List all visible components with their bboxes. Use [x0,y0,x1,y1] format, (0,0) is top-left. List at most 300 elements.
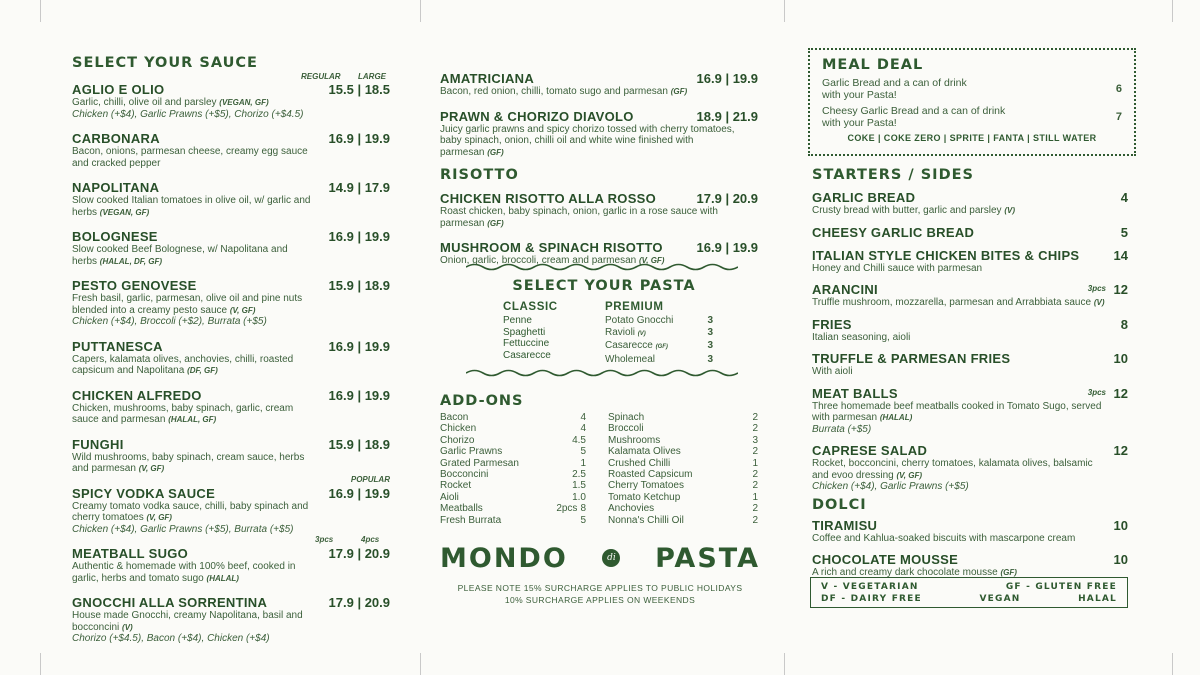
item-name: PUTTANESCA [72,338,163,354]
sauce-section-title: SELECT YOUR SAUCE [72,55,258,71]
dietary-tags: (GF) [1000,568,1017,577]
item-price: 16.9 | 19.9 [328,387,390,403]
menu-item [812,386,1128,436]
dietary-tags: (V, GF) [229,305,256,315]
premium-pasta-price: 3 [707,326,713,338]
classic-pasta-item: Penne [503,315,532,326]
sauce-column [72,55,390,656]
pcs4-label: 4pcs [361,535,380,544]
crop-mark [1172,0,1173,22]
pasta-dish-list [440,71,758,158]
item-price: 16.9 | 19.9 [696,71,758,86]
item-name: MEAT BALLS [812,385,898,401]
dietary-tags: (GF) [487,147,504,157]
meal-deal-title: MEAL DEAL [822,57,924,73]
item-name: TIRAMISU [812,517,878,533]
meal-deal-item [822,77,1122,101]
menu-item [812,552,1128,579]
legend-dairy-free: DF - DAIRY FREE [821,594,922,604]
classic-pasta-item: Spaghetti [503,326,546,338]
item-price: 12 [1113,385,1128,401]
classic-list [503,315,605,361]
addon-price: 2.5 [572,469,586,481]
premium-pasta-name-wrap [605,327,646,341]
item-name: MUSHROOM & SPINACH RISOTTO [440,240,663,255]
item-name: GNOCCHI ALLA SORRENTINA [72,595,268,610]
addon-price: 8 [580,503,586,515]
menu-item [72,437,390,475]
addon-price-wrap [556,503,586,514]
item-price: 5 [1120,224,1128,240]
item-name: ITALIAN STYLE CHICKEN BITES & CHIPS [812,247,1080,263]
addons-section-title: ADD-ONS [440,393,524,409]
premium-pasta-name: Ravioli [605,326,636,338]
menu-item [72,535,390,584]
addons-left-list [440,412,586,526]
addon-price-wrap [580,423,586,434]
addon-price-wrap [580,446,586,457]
dietary-tags: (V, GF) [146,513,172,522]
crop-mark [1172,653,1173,675]
menu-item [72,229,390,267]
item-description [72,561,312,584]
item-name: CHICKEN ALFREDO [72,387,202,403]
addon-price: 2 [752,423,758,435]
item-description [812,297,1112,309]
premium-pasta-price: 3 [707,315,713,326]
item-price: 17.9 | 20.9 [328,546,390,561]
menu-item [72,82,390,120]
dietary-legend [810,577,1128,608]
item-name: TRUFFLE & PARMESAN FRIES [812,351,1011,366]
menu-item [812,190,1128,217]
item-description [72,244,312,267]
addon-name: Anchovies [608,503,655,515]
item-name: AMATRICIANA [440,71,535,86]
premium-pasta-tag: (V) [637,330,646,337]
item-extras: Chicken (+$4), Garlic Prawns (+$5), Chorizo (+$4.5) [72,108,304,120]
item-description [812,401,1112,424]
addon-name: Chicken [440,423,477,435]
menu-item [812,317,1128,344]
item-description [812,205,1112,217]
item-description [812,533,1112,545]
item-price: 8 [1120,316,1128,332]
addon-price: 3 [752,434,758,446]
addon-price: 2 [752,412,758,423]
dietary-tags: (V, GF) [138,464,165,473]
item-price: 10 [1113,351,1128,366]
addon-price: 2 [752,514,758,526]
legend-halal: HALAL [1078,594,1117,604]
premium-pasta-price: 3 [707,340,713,352]
addon-name: Cherry Tomatoes [608,480,684,492]
item-price: 18.9 | 21.9 [696,108,758,124]
pcs3-label: 3pcs [315,535,334,544]
dietary-tags: (DF, GF) [187,366,218,375]
logo-word-mondo: MONDO [440,542,568,574]
size-regular-label: REGULAR [301,72,341,81]
menu-item [72,131,390,169]
menu-item [812,248,1128,275]
menu-item [812,443,1128,493]
addon-item [608,492,758,503]
item-description [72,501,312,524]
surcharge-note [430,582,770,606]
item-description [72,610,312,633]
item-description-text: Chicken, mushrooms, baby spinach, garlic, cream sauce and parmesan [72,402,294,425]
item-description-text: Truffle mushroom, mozzarella, parmesan and Arrabbiata sauce [812,297,1092,308]
menu-item [72,180,390,218]
dietary-tags: (VEGAN, GF) [99,207,150,217]
item-name: ARANCINI [812,282,878,297]
item-extras: Chicken (+$4), Garlic Prawns (+$5), Burrata (+$5) [72,523,294,535]
starters-column [812,167,1128,587]
addon-item [440,480,586,491]
item-price: 15.5 | 18.5 [328,82,390,97]
addon-item [440,469,586,480]
legend-vegetarian: V - VEGETARIAN [821,582,919,592]
premium-pasta-item [605,354,713,366]
addon-item [608,515,758,526]
legend-vegan: VEGAN [979,594,1021,604]
dietary-tags: (HALAL, GF) [168,415,217,424]
addon-name: Meatballs [440,503,483,515]
item-price: 4 [1120,190,1128,205]
item-name: FRIES [812,316,852,332]
addon-item [608,469,758,480]
addons-grid [440,412,758,526]
addon-name: Crushed Chilli [608,457,671,469]
addon-item [440,492,586,503]
addon-price: 4.5 [572,434,586,446]
wave-divider [466,262,738,272]
addon-name: Kalamata Olives [608,446,681,458]
item-description-text: Bacon, onions, parmesan cheese, creamy egg sauce and cracked pepper [72,146,308,169]
addon-item [608,446,758,457]
meal-deal-line2: with your Pasta! [822,89,897,101]
item-price: 16.9 | 19.9 [328,131,390,146]
addon-item [440,446,586,457]
dolci-list [812,518,1128,579]
item-price: 16.9 | 19.9 [328,485,390,501]
meal-deal-box [808,48,1136,156]
premium-pasta-name: Casarecce [605,340,653,352]
item-portion-note: 3pcs [1087,387,1106,397]
addon-price: 4 [580,412,586,423]
item-price: 10 [1113,552,1128,567]
item-price: 15.9 | 18.9 [328,278,390,293]
item-description [440,86,740,98]
menu-item [812,225,1128,240]
item-description [72,97,312,109]
item-description-text: Slow cooked Beef Bolognese, w/ Napolitana and herbs [72,244,288,267]
item-name: CHEESY GARLIC BREAD [812,224,975,240]
item-price: 16.9 | 19.9 [696,240,758,255]
item-price: 12 [1113,282,1128,297]
addon-item [608,423,758,434]
addon-name: Mushrooms [608,434,661,446]
addon-name: Roasted Capsicum [608,469,693,481]
addon-note: 2pcs [556,503,578,515]
menu-item [72,595,390,645]
addon-price: 5 [580,514,586,526]
item-description [72,403,312,426]
dietary-tags: (GF) [487,218,504,228]
crop-mark [420,653,421,675]
item-price: 14 [1113,247,1128,263]
meal-deal-item [822,105,1122,129]
addon-item [440,515,586,526]
item-description [72,452,312,475]
addon-price-wrap [572,492,586,503]
item-description [72,293,312,316]
item-description [812,458,1112,481]
item-description-text: Coffee and Kahlua-soaked biscuits with mascarpone cream [812,532,1076,544]
item-description-text: Bacon, red onion, chilli, tomato sugo and parmesan [440,86,668,97]
addon-price: 1 [580,457,586,469]
addon-price: 1.0 [572,491,586,503]
addon-name: Aioli [440,491,459,503]
item-extras: Chorizo (+$4.5), Bacon (+$4), Chicken (+$4) [72,633,270,644]
meal-deal-price: 7 [1115,111,1122,123]
dietary-tags: (V) [122,622,133,632]
item-name: GARLIC BREAD [812,190,916,205]
pasta-section-title: SELECT YOUR PASTA [512,278,696,294]
item-description-text: Creamy tomato vodka sauce, chilli, baby spinach and cherry tomatoes [72,500,309,523]
item-extras: Burrata (+$5) [812,423,872,435]
addon-price: 1 [752,457,758,469]
classic-label: CLASSIC [503,301,558,313]
logo-di-text: di [607,553,616,563]
drink-options: COKE | COKE ZERO | SPRITE | FANTA | STILL WATER [847,133,1097,143]
addons-right-list [608,412,758,526]
item-price: 17.9 | 20.9 [328,595,390,610]
risotto-list [440,191,758,267]
addon-item [440,503,586,514]
item-price: 17.9 | 20.9 [696,191,758,206]
premium-pasta-item [605,315,713,327]
menu-item [812,351,1128,378]
item-description [72,195,312,218]
item-price: 10 [1113,517,1128,533]
dietary-tags: (V, GF) [896,470,922,480]
brand-logo [440,541,760,575]
item-name: PRAWN & CHORIZO DIAVOLO [440,108,634,124]
addon-price: 1 [752,491,758,503]
item-description-text: With aioli [812,366,853,377]
addon-price-wrap [580,458,586,469]
item-name: SPICY VODKA SAUCE [72,485,216,501]
item-description [812,366,1112,378]
surcharge-note-line1: PLEASE NOTE 15% SURCHARGE APPLIES TO PUBLIC HOLIDAYS [457,583,743,593]
premium-pasta-tag: (GF) [655,344,668,351]
addon-price-wrap [572,435,586,446]
item-name: MEATBALL SUGO [72,546,189,561]
premium-pasta-name-wrap [605,340,668,354]
menu-item [812,518,1128,545]
addon-item [440,458,586,469]
surcharge-note-line2: 10% SURCHARGE APPLIES ON WEEKENDS [504,595,696,605]
item-name: CHICKEN RISOTTO ALLA ROSSO [440,191,657,206]
item-name: NAPOLITANA [72,180,160,195]
middle-column [440,71,758,278]
item-description-text: Italian seasoning, aioli [812,331,911,343]
wave-divider [466,368,738,378]
premium-pasta-price: 3 [707,353,713,365]
item-price: 16.9 | 19.9 [328,229,390,244]
addon-price-wrap [572,469,586,480]
addon-item [440,423,586,434]
addon-item [440,412,586,423]
item-description-text: Fresh basil, garlic, parmesan, olive oil and pine nuts blended into a creamy pesto sauce [72,293,303,316]
item-extras: Chicken (+$4), Broccoli (+$2), Burrata (+$5) [72,316,267,327]
item-description-text: A rich and creamy dark chocolate mousse [812,567,998,578]
item-description-text: Onion, garlic, broccoli, cream and parmesan [440,255,637,266]
crop-mark [40,653,41,675]
meal-deal-line2: with your Pasta! [822,117,897,129]
menu-item [440,191,758,229]
menu-item [72,474,390,536]
item-description-text: Wild mushrooms, baby spinach, cream sauce, herbs and parmesan [72,451,305,474]
dietary-tags: (HALAL) [879,413,913,422]
dietary-tags: (HALAL, DF, GF) [99,256,163,266]
item-price: 16.9 | 19.9 [328,338,390,354]
menu-item [72,339,390,377]
item-description-text: Garlic, chilli, olive oil and parsley [72,97,217,108]
premium-pasta-name-wrap [605,315,673,327]
item-description-text: Authentic & homemade with 100% beef, cooked in garlic, herbs and tomato sugo [72,561,296,584]
addon-price: 2 [752,480,758,492]
addon-item [608,412,758,423]
premium-pasta-name: Wholemeal [605,353,656,365]
item-name: FUNGHI [72,436,124,452]
menu-item [812,282,1128,309]
premium-pasta-name: Potato Gnocchi [605,315,674,326]
addon-item [608,480,758,491]
meal-deal-price: 6 [1115,83,1122,95]
item-description-text: Capers, kalamata olives, anchovies, chilli, roasted capsicum and Napolitana [72,353,294,376]
addon-name: Fresh Burrata [440,514,502,526]
meal-deal-line1: Cheesy Garlic Bread and a can of drink [822,105,1006,117]
menu-item [440,71,758,98]
item-extras: Chicken (+$4), Garlic Prawns (+$5) [812,481,969,492]
addon-name: Tomato Ketchup [608,491,681,503]
item-name: CHOCOLATE MOUSSE [812,552,959,567]
item-description-text: Three homemade beef meatballs cooked in Tomato Sugo, served with parmesan [812,400,1102,423]
risotto-section-title: RISOTTO [440,167,519,183]
item-description [72,146,312,169]
addon-price: 4 [580,423,586,435]
item-description [440,206,740,229]
logo-word-pasta: PASTA [655,542,760,574]
addon-name: Broccoli [608,423,644,435]
item-description-text: Honey and Chilli sauce with parmesan [812,262,983,274]
meal-deal-list [822,77,1122,129]
dietary-tags: (V, GF) [638,256,665,265]
item-price: 15.9 | 18.9 [328,436,390,452]
dietary-tags: (GF) [670,87,688,96]
addon-price-wrap [580,412,586,423]
logo-di-badge [602,549,620,567]
premium-list [605,315,713,365]
addon-name: Nonna's Chilli Oil [608,514,684,526]
addon-item [608,458,758,469]
addon-name: Chorizo [440,434,475,446]
menu-item [72,278,390,328]
item-price: 12 [1113,443,1128,458]
addon-name: Grated Parmesan [440,457,519,469]
pasta-choices [503,301,713,365]
item-name: AGLIO E OLIO [72,82,165,97]
addon-name: Rocket [440,480,472,492]
addon-item [440,435,586,446]
starter-list [812,190,1128,493]
item-description-text: House made Gnocchi, creamy Napolitana, basil and bocconcini [72,610,303,633]
crop-mark [784,653,785,675]
addon-item [608,503,758,514]
addon-name: Spinach [608,412,645,423]
item-portion-note: 3pcs [1087,284,1106,293]
item-description-text: Crusty bread with butter, garlic and parsley [812,205,1002,216]
dietary-tags: (HALAL) [206,573,239,583]
menu-item [72,388,390,426]
item-description [812,263,1112,275]
addon-price: 2 [752,503,758,515]
premium-pasta-item [605,327,713,341]
item-name: CAPRESE SALAD [812,443,928,458]
meal-deal-line1: Garlic Bread and a can of drink [822,77,967,89]
starters-section-title: STARTERS / SIDES [812,167,974,183]
item-name: CARBONARA [72,131,160,146]
dietary-tags: (V) [1004,206,1015,215]
addon-price-wrap [572,480,586,491]
crop-mark [420,0,421,22]
addon-price: 2 [752,446,758,458]
item-description-text: Juicy garlic prawns and spicy chorizo tossed with cherry tomatoes, baby spinach, onion, chilli oil and white wine finished with parmesan [440,123,735,158]
item-description-text: Rocket, bocconcini, cherry tomatoes, kalamata olives, balsamic and evoo dressing [812,458,1093,481]
crop-mark [784,0,785,22]
premium-pasta-item [605,340,713,354]
item-description [812,332,1112,344]
size-large-label: LARGE [358,72,386,81]
crop-mark [40,0,41,22]
item-description [72,354,312,377]
addon-name: Garlic Prawns [440,446,503,458]
sauce-list [72,82,390,645]
dolci-section-title: DOLCI [812,496,867,513]
premium-pasta-name-wrap [605,354,655,366]
addon-price: 1.5 [572,480,586,492]
legend-gluten-free: GF - GLUTEN FREE [1005,582,1117,592]
item-price: 14.9 | 17.9 [328,180,390,195]
classic-pasta-item: Fettuccine [503,338,550,350]
premium-label: PREMIUM [605,301,664,313]
menu-item [440,109,758,159]
popular-label: POPULAR [350,474,390,484]
item-name: PESTO GENOVESE [72,278,197,293]
item-description-text: Roast chicken, baby spinach, onion, garlic in a rose sauce with parmesan [440,206,718,229]
item-name: BOLOGNESE [72,229,158,244]
item-description-text: Slow cooked Italian tomatoes in olive oil, w/ garlic and herbs [72,195,311,218]
addon-price-wrap [580,515,586,526]
addon-name: Bacon [440,412,469,423]
addon-item [608,435,758,446]
dietary-tags: (VEGAN, GF) [219,98,269,107]
addon-name: Bocconcini [440,469,489,481]
classic-pasta-item: Casarecce [503,349,551,361]
dietary-tags: (V) [1093,298,1105,307]
